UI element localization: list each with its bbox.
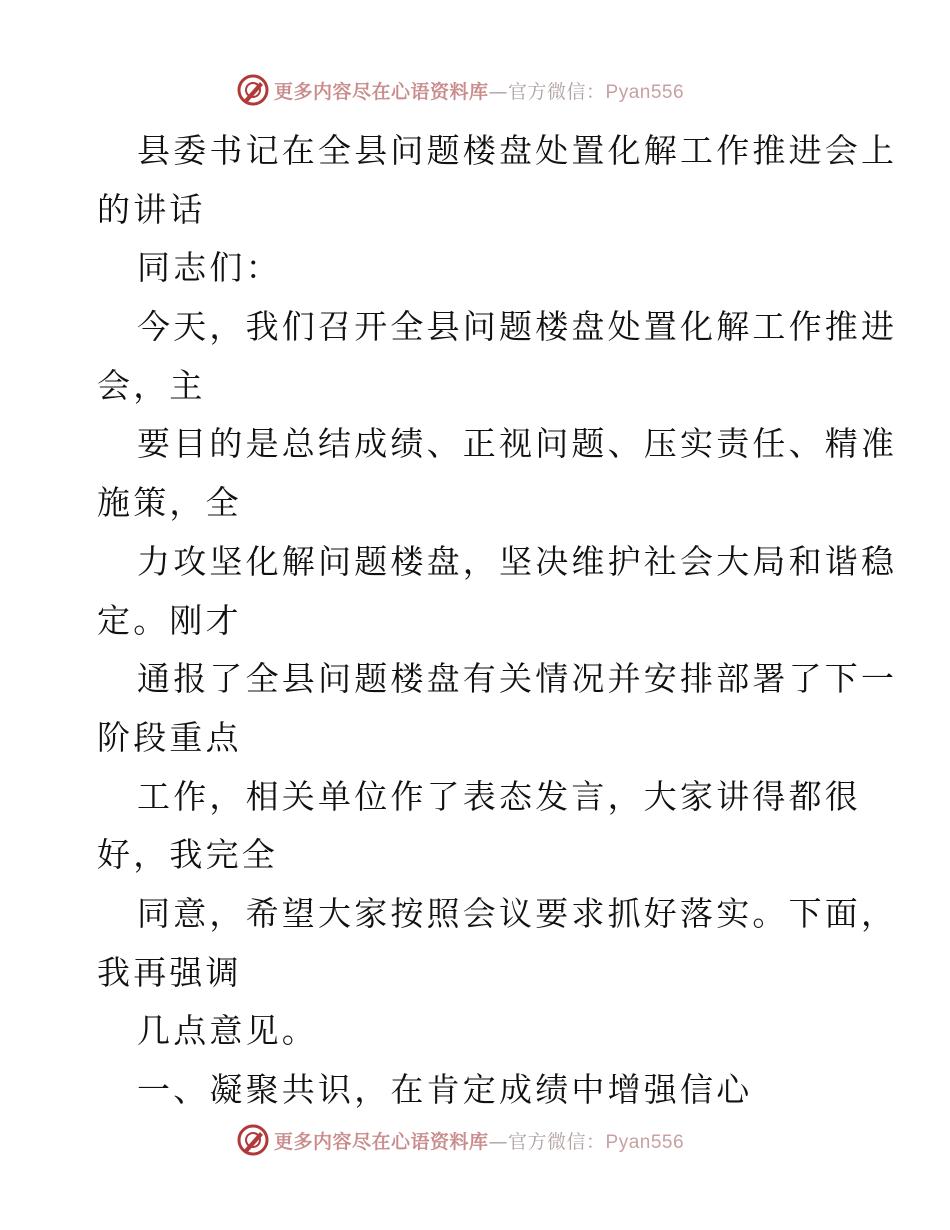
footer-watermark xyxy=(236,1122,684,1158)
document-line: 通报了全县问题楼盘有关情况并安排部署了下一 xyxy=(137,659,898,699)
watermark-main: 更多内容尽在心语资料库 xyxy=(274,1130,489,1153)
document-line: 同志们： xyxy=(137,248,282,288)
document-line: 要目的是总结成绩、正视问题、压实责任、精准 xyxy=(137,424,898,464)
document-line: 几点意见。 xyxy=(137,1011,318,1051)
document-line: 的讲话 xyxy=(97,189,206,229)
document-line: 好，我完全 xyxy=(97,835,278,875)
watermark-text xyxy=(274,1127,684,1154)
document-line: 我再强调 xyxy=(97,952,242,992)
document-line: 一、凝聚共识，在肯定成绩中增强信心 xyxy=(137,1070,753,1109)
document-line: 工作，相关单位作了表态发言，大家讲得都很 xyxy=(137,776,861,816)
document-line: 同意，希望大家按照会议要求抓好落实。下面， xyxy=(137,893,898,933)
watermark-text xyxy=(274,77,684,104)
watermark-main: 更多内容尽在心语资料库 xyxy=(274,80,489,103)
watermark-id: Pyan556 xyxy=(605,81,685,103)
document-line: 阶段重点 xyxy=(97,717,242,757)
watermark-id: Pyan556 xyxy=(605,1131,685,1153)
document-line: 县委书记在全县问题楼盘处置化解工作推进会上 xyxy=(137,131,898,170)
watermark-sub: —官方微信： xyxy=(488,80,606,103)
document-body xyxy=(97,122,898,1120)
pen-logo-icon xyxy=(236,73,270,107)
watermark-sub: —官方微信： xyxy=(488,1130,606,1153)
document-line: 力攻坚化解问题楼盘，坚决维护社会大局和谐稳 xyxy=(137,541,898,581)
document-line: 施策，全 xyxy=(97,483,242,523)
document-line: 会，主 xyxy=(97,365,206,405)
pen-logo-icon xyxy=(236,1123,270,1157)
document-line: 今天，我们召开全县问题楼盘处置化解工作推进 xyxy=(137,307,898,347)
header-watermark xyxy=(236,72,684,108)
document-line: 定。刚才 xyxy=(97,600,242,640)
